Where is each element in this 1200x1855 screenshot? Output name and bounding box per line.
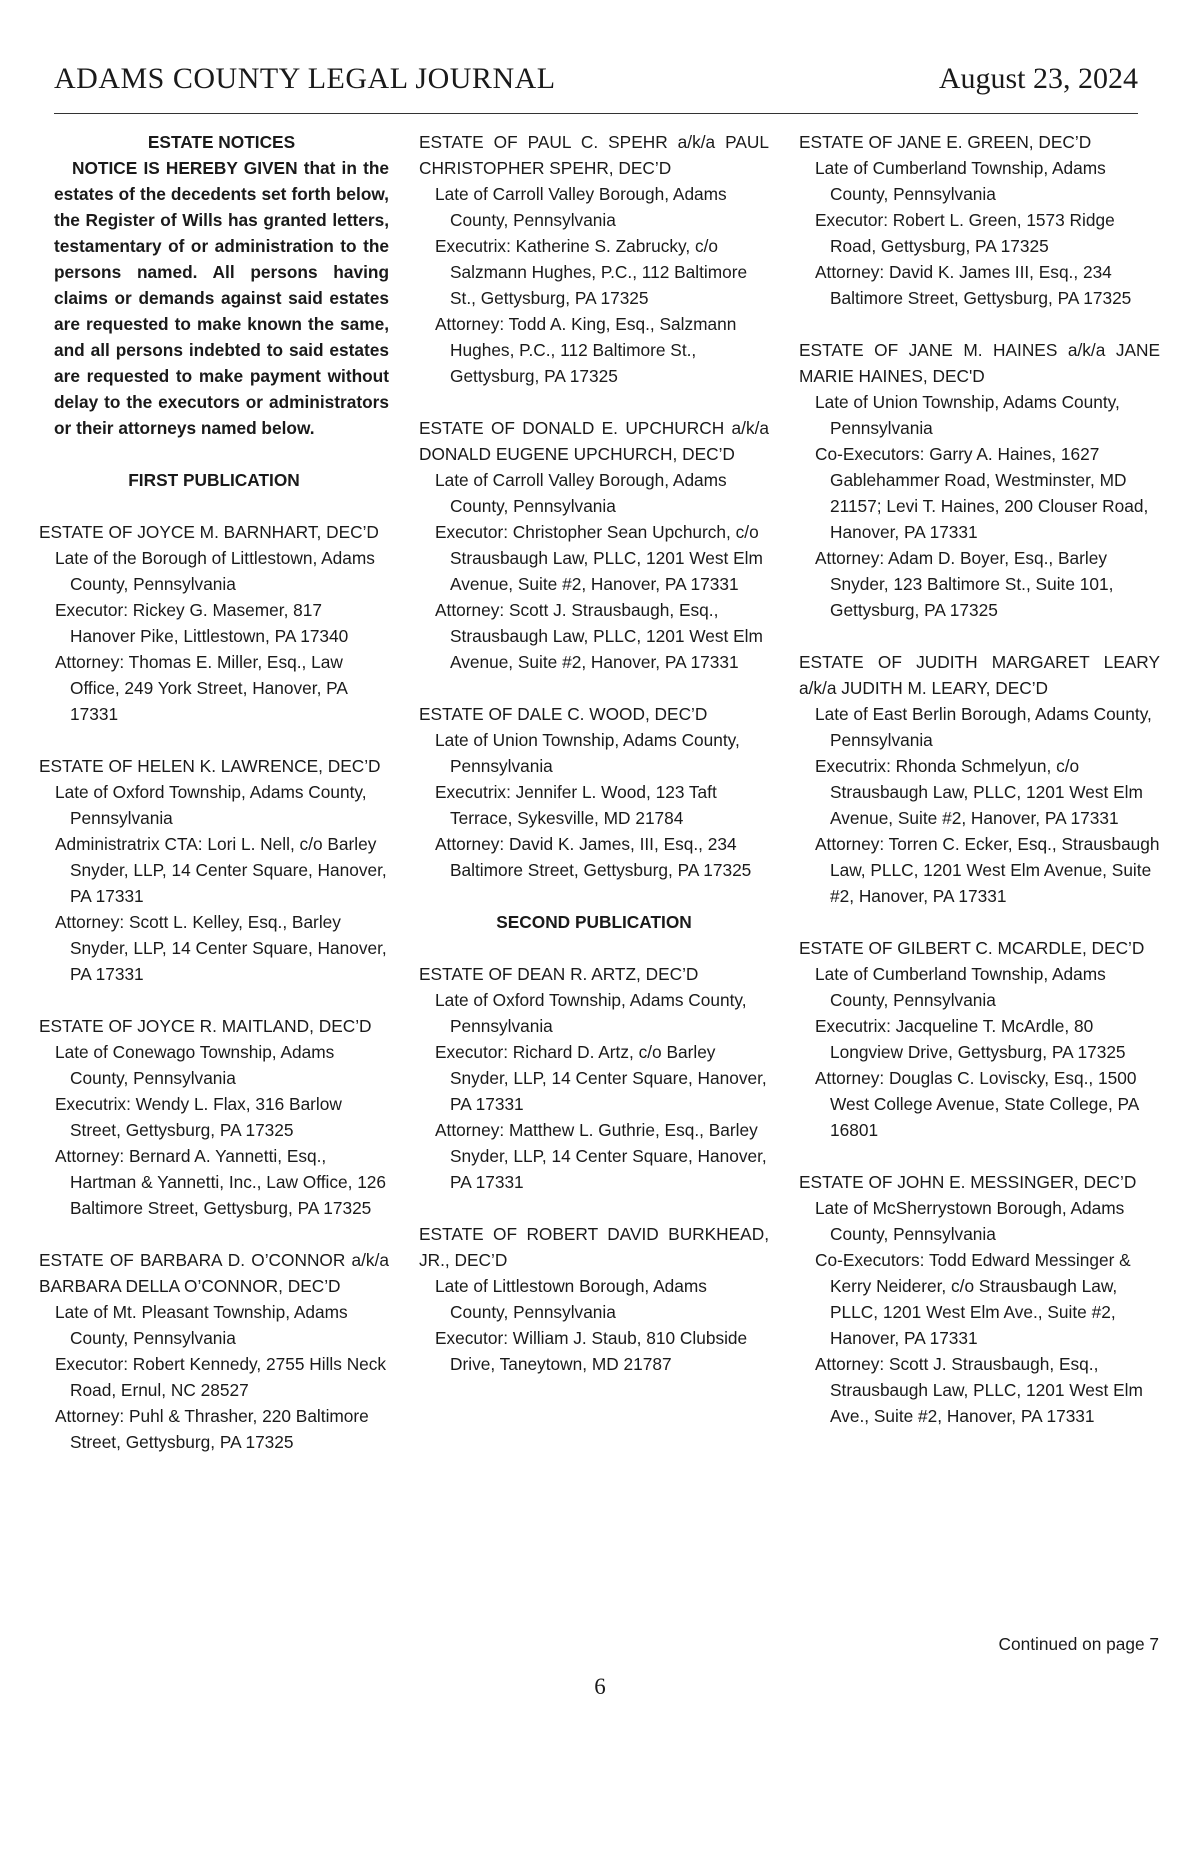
estate-list [799,129,1160,1429]
estate-detail-line: Attorney: David K. James, III, Esq., 234 Baltimore Street, Gettysburg, PA 17325 [435,834,752,880]
estate-name: ESTATE OF DEAN R. ARTZ, DEC’D [419,964,699,984]
issue-date: August 23, 2024 [938,62,1138,95]
column-3 [799,129,1160,1455]
estate-detail-line: Late of Conewago Township, Adams County, Pennsylvania [55,1042,335,1088]
estate-detail-line: Late of Mt. Pleasant Township, Adams County, Pennsylvania [55,1302,348,1348]
estate-entry [799,935,1160,1143]
estate-detail-line: Co-Executors: Garry A. Haines, 1627 Gablehammer Road, Westminster, MD 21157; Levi T. Haines, 200 Clouser Road, Hanover, PA 17331 [815,444,1149,542]
estate-name: ESTATE OF JANE M. HAINES a/k/a JANE MARIE HAINES, DEC'D [799,340,1160,386]
estate-name: ESTATE OF GILBERT C. MCARDLE, DEC’D [799,938,1145,958]
estate-name: ESTATE OF DALE C. WOOD, DEC’D [419,704,708,724]
estate-detail-line: Executrix: Jacqueline T. McArdle, 80 Longview Drive, Gettysburg, PA 17325 [815,1016,1126,1062]
estate-detail-line: Late of East Berlin Borough, Adams County, Pennsylvania [815,704,1152,750]
estate-detail-line: Executrix: Wendy L. Flax, 316 Barlow Street, Gettysburg, PA 17325 [55,1094,342,1140]
estate-entry [419,961,769,1195]
estate-detail-line: Administratrix CTA: Lori L. Nell, c/o Barley Snyder, LLP, 14 Center Square, Hanover, PA 17331 [55,834,387,906]
estate-name: ESTATE OF ROBERT DAVID BURKHEAD, JR., DEC’D [419,1224,769,1270]
estate-entry [799,129,1160,311]
estate-entry [419,701,769,883]
estate-entry [799,337,1160,623]
estate-detail-line: Attorney: Thomas E. Miller, Esq., Law Office, 249 York Street, Hanover, PA 17331 [55,652,347,724]
estate-detail-line: Late of Littlestown Borough, Adams County, Pennsylvania [435,1276,707,1322]
estate-detail-line: Late of Union Township, Adams County, Pennsylvania [435,730,740,776]
estate-detail-line: Attorney: Torren C. Ecker, Esq., Strausbaugh Law, PLLC, 1201 West Elm Avenue, Suite #2, Hanover, PA 17331 [815,834,1160,906]
estate-detail-line: Attorney: Bernard A. Yannetti, Esq., Hartman & Yannetti, Inc., Law Office, 126 Baltimore Street, Gettysburg, PA 17325 [55,1146,387,1218]
estate-detail-line: Late of McSherrystown Borough, Adams County, Pennsylvania [815,1198,1125,1244]
estate-detail-line: Late of Oxford Township, Adams County, Pennsylvania [435,990,747,1036]
estate-detail-line: Attorney: Puhl & Thrasher, 220 Baltimore Street, Gettysburg, PA 17325 [55,1406,369,1452]
estate-detail-line: Late of Union Township, Adams County, Pennsylvania [815,392,1120,438]
continued-note: Continued on page 7 [998,1634,1159,1654]
estate-entry [39,519,389,727]
page-number: 6 [594,1674,606,1699]
estate-detail-line: Executor: Rickey G. Masemer, 817 Hanover Pike, Littlestown, PA 17340 [55,600,349,646]
estate-detail-line: Attorney: Matthew L. Guthrie, Esq., Barley Snyder, LLP, 14 Center Square, Hanover, PA 17331 [435,1120,767,1192]
estate-detail-line: Late of Cumberland Township, Adams County, Pennsylvania [815,158,1106,204]
estate-detail-line: Attorney: Scott J. Strausbaugh, Esq., Strausbaugh Law, PLLC, 1201 West Elm Avenue, Suite #2, Hanover, PA 17331 [435,600,763,672]
estate-detail-line: Attorney: Scott L. Kelley, Esq., Barley Snyder, LLP, 14 Center Square, Hanover, PA 17331 [55,912,387,984]
intro-title: ESTATE NOTICES [147,132,296,152]
page-header [54,62,1138,112]
estate-detail-line: Executor: Robert Kennedy, 2755 Hills Neck Road, Ernul, NC 28527 [55,1354,387,1400]
estate-name: ESTATE OF PAUL C. SPEHR a/k/a PAUL CHRISTOPHER SPEHR, DEC’D [419,132,769,178]
journal-title: ADAMS COUNTY LEGAL JOURNAL [54,62,556,95]
estate-name: ESTATE OF JOYCE M. BARNHART, DEC’D [39,522,379,542]
first-publication-heading: FIRST PUBLICATION [128,470,300,490]
estate-list [419,129,769,883]
intro-body: NOTICE IS HEREBY GIVEN that in the estates of the decedents set forth below, the Register of Wills has granted letters, testamentary of or administration to the persons named. All persons having claims or demands against said estates are requested to make known the same, and all persons indebted to said estates are requested to make payment without delay to the executors or administrators or their attorneys named below. [54,158,389,438]
column-1 [39,129,389,1481]
estate-detail-line: Late of the Borough of Littlestown, Adams County, Pennsylvania [55,548,375,594]
estate-detail-line: Late of Carroll Valley Borough, Adams County, Pennsylvania [435,184,727,230]
estate-detail-line: Attorney: Douglas C. Loviscky, Esq., 1500 West College Avenue, State College, PA 16801 [815,1068,1139,1140]
estate-detail-line: Executrix: Rhonda Schmelyun, c/o Strausbaugh Law, PLLC, 1201 West Elm Avenue, Suite #2, Hanover, PA 17331 [815,756,1143,828]
estate-entry [39,1013,389,1221]
estate-list [39,519,389,1455]
estate-detail-line: Attorney: Adam D. Boyer, Esq., Barley Snyder, 123 Baltimore St., Suite 101, Gettysburg, PA 17325 [815,548,1114,620]
estate-entry [419,129,769,389]
estate-detail-line: Late of Cumberland Township, Adams County, Pennsylvania [815,964,1106,1010]
estate-name: ESTATE OF BARBARA D. O’CONNOR a/k/a BARBARA DELLA O’CONNOR, DEC’D [39,1250,389,1296]
estate-name: ESTATE OF JOHN E. MESSINGER, DEC’D [799,1172,1137,1192]
header-divider [54,113,1138,114]
estate-list [419,961,769,1377]
estate-detail-line: Executor: Robert L. Green, 1573 Ridge Road, Gettysburg, PA 17325 [815,210,1115,256]
estate-detail-line: Attorney: Scott J. Strausbaugh, Esq., Strausbaugh Law, PLLC, 1201 West Elm Ave., Suite #2, Hanover, PA 17331 [815,1354,1143,1426]
estate-detail-line: Late of Oxford Township, Adams County, Pennsylvania [55,782,367,828]
estate-detail-line: Attorney: David K. James III, Esq., 234 Baltimore Street, Gettysburg, PA 17325 [815,262,1132,308]
second-publication-heading: SECOND PUBLICATION [496,912,692,932]
estate-detail-line: Executrix: Katherine S. Zabrucky, c/o Salzmann Hughes, P.C., 112 Baltimore St., Gettysburg, PA 17325 [435,236,748,308]
estate-detail-line: Executor: Christopher Sean Upchurch, c/o Strausbaugh Law, PLLC, 1201 West Elm Avenue, Suite #2, Hanover, PA 17331 [435,522,763,594]
estate-name: ESTATE OF JUDITH MARGARET LEARY a/k/a JUDITH M. LEARY, DEC’D [799,652,1160,698]
estate-entry [419,1221,769,1377]
estate-entry [39,1247,389,1455]
estate-detail-line: Co-Executors: Todd Edward Messinger & Kerry Neiderer, c/o Strausbaugh Law, PLLC, 1201 West Elm Ave., Suite #2, Hanover, PA 17331 [815,1250,1131,1348]
estate-entry [39,753,389,987]
estate-detail-line: Executor: William J. Staub, 810 Clubside Drive, Taneytown, MD 21787 [435,1328,748,1374]
estate-entry [799,649,1160,909]
estate-name: ESTATE OF HELEN K. LAWRENCE, DEC’D [39,756,381,776]
estate-entry [419,415,769,675]
estate-detail-line: Executor: Richard D. Artz, c/o Barley Snyder, LLP, 14 Center Square, Hanover, PA 17331 [435,1042,767,1114]
estate-detail-line: Attorney: Todd A. King, Esq., Salzmann Hughes, P.C., 112 Baltimore St., Gettysburg, PA 17325 [435,314,737,386]
estate-detail-line: Late of Carroll Valley Borough, Adams County, Pennsylvania [435,470,727,516]
estate-detail-line: Executrix: Jennifer L. Wood, 123 Taft Terrace, Sykesville, MD 21784 [435,782,717,828]
estate-entry [799,1169,1160,1429]
estate-name: ESTATE OF DONALD E. UPCHURCH a/k/a DONALD EUGENE UPCHURCH, DEC’D [419,418,769,464]
notice-intro [39,129,389,441]
estate-name: ESTATE OF JANE E. GREEN, DEC’D [799,132,1092,152]
column-2 [419,129,769,1403]
estate-name: ESTATE OF JOYCE R. MAITLAND, DEC’D [39,1016,372,1036]
